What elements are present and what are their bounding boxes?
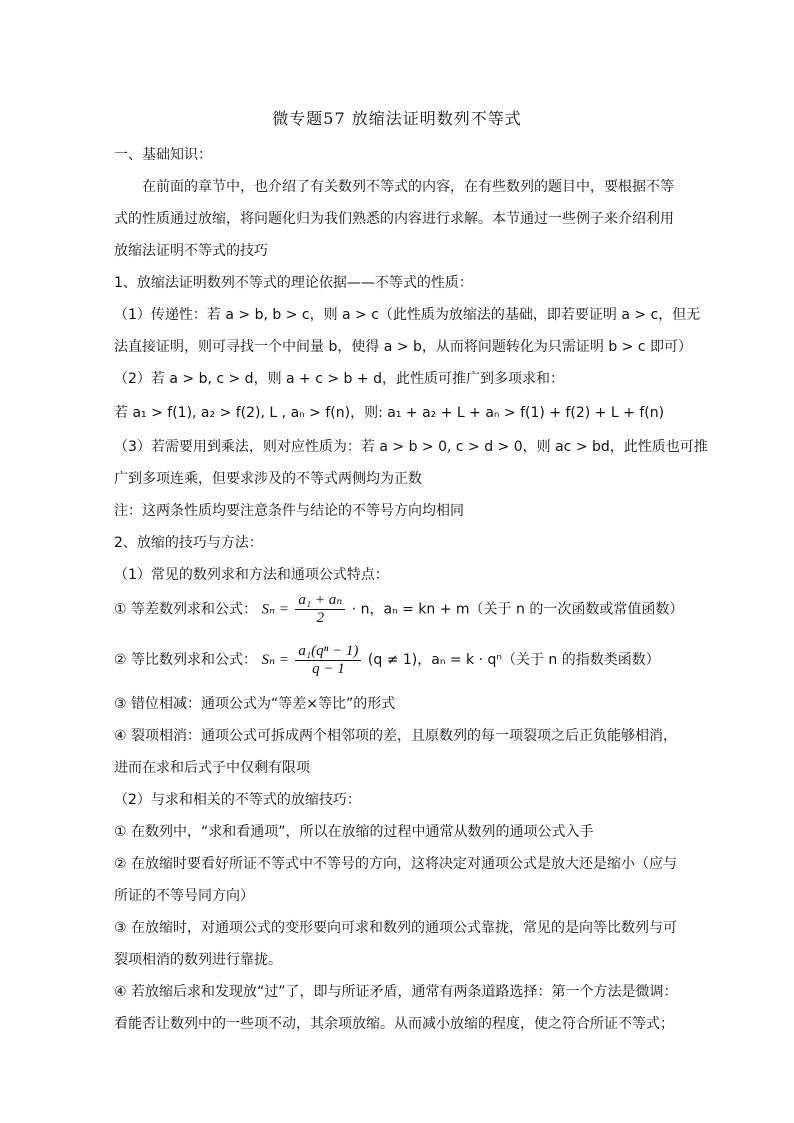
technique-item: 所证的不等号同方向） (114, 888, 254, 904)
paragraph-line: 放缩法证明不等式的技巧 (114, 243, 268, 259)
property-line: 法直接证明，则可寻找一个中间量 b，使得 a > b，从而将问题转化为只需证明 b > c 即可） (114, 339, 692, 355)
note-line: 注：这两条性质均要注意条件与结论的不等号方向均相同 (114, 503, 464, 519)
fraction (295, 592, 345, 627)
technique-item: ① 在数列中，“求和看通项”，所以在放缩的过程中通常从数列的通项公式入手 (114, 824, 594, 840)
technique-item: ② 在放缩时要看好所证不等式中不等号的方向，这将决定对通项公式是放大还是缩小（应与 (114, 856, 677, 872)
subsection-heading: 2、放缩的技巧与方法： (114, 535, 263, 551)
method-item: ③ 错位相减：通项公式为“等差×等比”的形式 (114, 696, 396, 712)
property-line: （3）若需要用到乘法，则对应性质为：若 a > b > 0, c > d > 0，则 ac > bd，此性质也可推 (114, 439, 708, 455)
fraction (295, 643, 361, 678)
formula-line: 若 a₁ > f(1), a₂ > f(2), L , aₙ > f(n)，则: a₁ + a₂ + L + aₙ > f(1) + f(2) + L + f(n) (114, 405, 665, 421)
technique-item: ③ 在放缩时，对通项公式的变形要向可求和数列的通项公式靠拢，常见的是向等比数列与可 (114, 920, 677, 936)
technique-item: ④ 若放缩后求和发现放“过”了，即与所证矛盾，通常有两条道路选择：第一个方法是微调： (114, 984, 678, 1000)
section-heading: 一、基础知识： (114, 147, 212, 163)
geometric-sum-formula (114, 641, 684, 679)
subsection-heading: 1、放缩法证明数列不等式的理论依据——不等式的性质： (114, 275, 473, 291)
sum-symbol: Sₙ = (261, 601, 289, 618)
formula-rest: (q ≠ 1)，aₙ = k · qⁿ（关于 n 的指数类函数） (367, 652, 660, 668)
property-line: 广到多项连乘，但要求涉及的不等式两侧均为正数 (114, 471, 422, 487)
formula-rest: · n，aₙ = kn + m（关于 n 的一次函数或常值函数） (351, 601, 684, 618)
sum-symbol: Sₙ = (261, 652, 289, 668)
paragraph-line: 式的性质通过放缩，将问题化归为我们熟悉的内容进行求解。本节通过一些例子来介绍利用 (114, 211, 674, 227)
property-line: （1）传递性：若 a > b, b > c，则 a > c（此性质为放缩法的基础，即若要证明 a > c，但无 (114, 307, 701, 323)
method-heading: （2）与求和相关的不等式的放缩技巧： (114, 792, 361, 808)
technique-item: 裂项相消的数列进行靠拢。 (114, 952, 282, 968)
arithmetic-sum-formula (114, 592, 684, 626)
formula-label: ① 等差数列求和公式： (114, 601, 258, 618)
fraction-numerator: a₁ + aₙ (295, 592, 345, 610)
paragraph-line: 在前面的章节中，也介绍了有关数列不等式的内容，在有些数列的题目中，要根据不等 (142, 179, 674, 195)
fraction-denominator: 2 (316, 610, 325, 626)
fraction-numerator: a₁(qⁿ − 1) (295, 643, 361, 661)
method-heading: （1）常见的数列求和方法和通项公式特点： (114, 567, 389, 583)
fraction-denominator: q − 1 (312, 660, 345, 677)
method-item: ④ 裂项相消：通项公式可拆成两个相邻项的差，且原数列的每一项裂项之后正负能够相消， (114, 728, 677, 744)
page-title: 微专题57 放缩法证明数列不等式 (272, 109, 522, 128)
formula-label: ② 等比数列求和公式： (114, 652, 258, 668)
technique-item: 看能否让数列中的一些项不动，其余项放缩。从而减小放缩的程度，使之符合所证不等式； (114, 1016, 674, 1032)
property-line: （2）若 a > b, c > d，则 a + c > b + d，此性质可推广到多项求和： (114, 371, 564, 387)
method-item: 进而在求和后式子中仅剩有限项 (114, 760, 310, 776)
